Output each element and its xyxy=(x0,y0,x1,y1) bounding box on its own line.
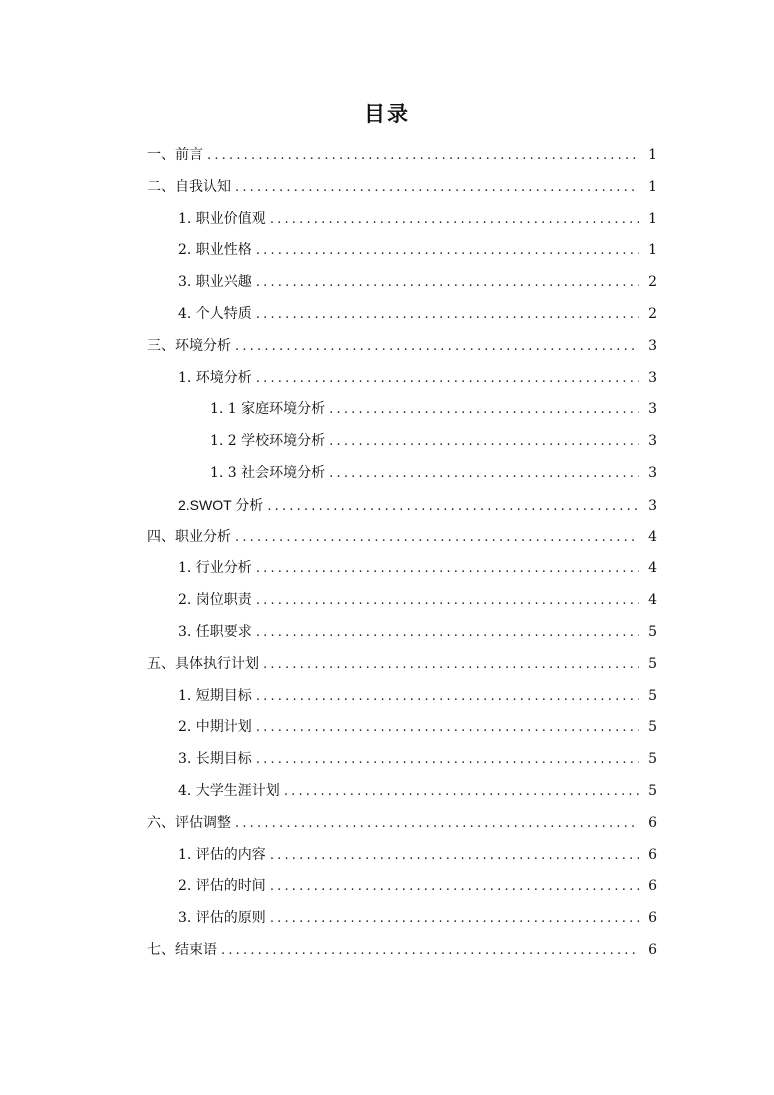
toc-entry[interactable] xyxy=(147,394,657,426)
toc-page-number: 6 xyxy=(648,814,657,831)
toc-page-number: 6 xyxy=(648,878,657,895)
toc-entry[interactable] xyxy=(147,267,657,299)
toc-entry[interactable] xyxy=(147,617,657,649)
toc-entry-label: 4. 个人特质 xyxy=(178,305,252,322)
toc-page-number: 4 xyxy=(648,560,657,577)
toc-entry[interactable] xyxy=(147,458,657,490)
toc-entry[interactable] xyxy=(147,649,657,681)
toc-page-number: 3 xyxy=(648,401,657,418)
toc-page-number: 2 xyxy=(648,274,657,291)
toc-entry[interactable] xyxy=(147,204,657,236)
toc-leader-dots xyxy=(256,299,639,331)
toc-leader-dots xyxy=(329,394,639,426)
toc-page-number: 3 xyxy=(648,497,657,514)
toc-entry[interactable] xyxy=(147,903,657,935)
toc-page-number: 5 xyxy=(648,751,657,768)
toc-leader-dots xyxy=(267,491,639,523)
toc-entry-label: 2. 职业性格 xyxy=(178,242,252,259)
toc-page-number: 1 xyxy=(648,242,657,259)
toc-leader-dots xyxy=(270,840,639,872)
toc-leader-dots xyxy=(235,331,639,363)
toc-leader-dots xyxy=(256,267,639,299)
toc-title: 目录 xyxy=(364,102,410,126)
toc-entry[interactable] xyxy=(147,935,657,967)
toc-entry-label: 1. 3 社会环境分析 xyxy=(210,464,326,481)
toc-leader-dots xyxy=(256,681,639,713)
toc-page-number: 4 xyxy=(648,592,657,609)
toc-page-number: 1 xyxy=(648,210,657,227)
toc-page-number: 2 xyxy=(648,305,657,322)
toc-entry[interactable] xyxy=(147,871,657,903)
toc-entry-label: 2. 岗位职责 xyxy=(178,592,252,609)
toc-page-number: 5 xyxy=(648,719,657,736)
toc-leader-dots xyxy=(270,871,639,903)
toc-entry-label: 三、环境分析 xyxy=(147,337,231,354)
toc-entry[interactable] xyxy=(147,172,657,204)
toc-entry-label: 2. 评估的时间 xyxy=(178,878,266,895)
toc-entry-label: 五、具体执行计划 xyxy=(147,655,259,672)
toc-page-number: 3 xyxy=(648,433,657,450)
toc-entry[interactable] xyxy=(147,363,657,395)
toc-page-number: 6 xyxy=(648,846,657,863)
toc-leader-dots xyxy=(256,617,639,649)
toc-entry-label: 3. 长期目标 xyxy=(178,751,252,768)
toc-leader-dots xyxy=(256,585,639,617)
toc-entry[interactable] xyxy=(147,681,657,713)
toc-page-number: 5 xyxy=(648,782,657,799)
toc-entry-label: 1. 环境分析 xyxy=(178,369,252,386)
toc-entry[interactable] xyxy=(147,712,657,744)
toc-entry-label: 2. 中期计划 xyxy=(178,719,252,736)
toc-entry[interactable] xyxy=(147,585,657,617)
toc-entry[interactable] xyxy=(147,235,657,267)
toc-entry-label: 1. 职业价值观 xyxy=(178,210,266,227)
toc-page-number: 5 xyxy=(648,623,657,640)
toc-entry[interactable] xyxy=(147,331,657,363)
toc-entry-label: 六、评估调整 xyxy=(147,814,231,831)
toc-entry[interactable] xyxy=(147,426,657,458)
toc-entry-label: 四、职业分析 xyxy=(147,528,231,545)
toc-entry[interactable] xyxy=(147,299,657,331)
toc-leader-dots xyxy=(235,172,639,204)
toc-entry[interactable] xyxy=(147,776,657,808)
toc-entry[interactable] xyxy=(147,140,657,172)
toc-entry[interactable] xyxy=(147,522,657,554)
toc-entry[interactable] xyxy=(147,744,657,776)
toc-leader-dots xyxy=(256,363,639,395)
toc-entry-label: 3. 任职要求 xyxy=(178,623,252,640)
toc-entry-label: 1. 短期目标 xyxy=(178,687,252,704)
toc-entry-label: 1. 评估的内容 xyxy=(178,846,266,863)
toc-entry-label: 2.SWOT 分析 xyxy=(178,496,264,513)
toc-leader-dots xyxy=(270,204,639,236)
toc-entry[interactable] xyxy=(147,553,657,585)
toc-entry-label: 一、前言 xyxy=(147,147,203,163)
toc-page-number: 1 xyxy=(648,178,657,195)
toc-leader-dots xyxy=(263,649,639,681)
toc-leader-dots xyxy=(207,140,639,172)
toc-leader-dots xyxy=(256,712,639,744)
toc-page-number: 3 xyxy=(648,464,657,481)
toc-page-number: 6 xyxy=(648,941,657,958)
toc-leader-dots xyxy=(256,744,639,776)
toc-entry-label: 4. 大学生涯计划 xyxy=(178,782,280,799)
table-of-contents xyxy=(147,140,657,967)
toc-leader-dots xyxy=(256,553,639,585)
toc-leader-dots xyxy=(235,808,639,840)
toc-entry-label: 3. 评估的原则 xyxy=(178,910,266,927)
toc-entry-label: 3. 职业兴趣 xyxy=(178,274,252,291)
toc-leader-dots xyxy=(329,458,639,490)
toc-page-number: 6 xyxy=(648,910,657,927)
toc-leader-dots xyxy=(329,426,639,458)
toc-leader-dots xyxy=(256,235,639,267)
toc-leader-dots xyxy=(221,935,639,967)
toc-entry[interactable] xyxy=(147,490,657,522)
toc-leader-dots xyxy=(235,522,639,554)
toc-entry[interactable] xyxy=(147,808,657,840)
toc-entry[interactable] xyxy=(147,840,657,872)
toc-entry-label: 1. 1 家庭环境分析 xyxy=(210,401,326,418)
toc-page-number: 5 xyxy=(648,687,657,704)
toc-entry-label: 七、结束语 xyxy=(147,941,217,958)
toc-entry-label: 二、自我认知 xyxy=(147,178,231,195)
toc-page-number: 1 xyxy=(648,147,657,163)
toc-leader-dots xyxy=(284,776,639,808)
toc-entry-label: 1. 行业分析 xyxy=(178,560,252,577)
toc-page-number: 5 xyxy=(648,655,657,672)
toc-page-number: 3 xyxy=(648,369,657,386)
toc-page-number: 3 xyxy=(648,337,657,354)
toc-leader-dots xyxy=(270,903,639,935)
toc-page-number: 4 xyxy=(648,528,657,545)
toc-entry-label: 1. 2 学校环境分析 xyxy=(210,433,326,450)
